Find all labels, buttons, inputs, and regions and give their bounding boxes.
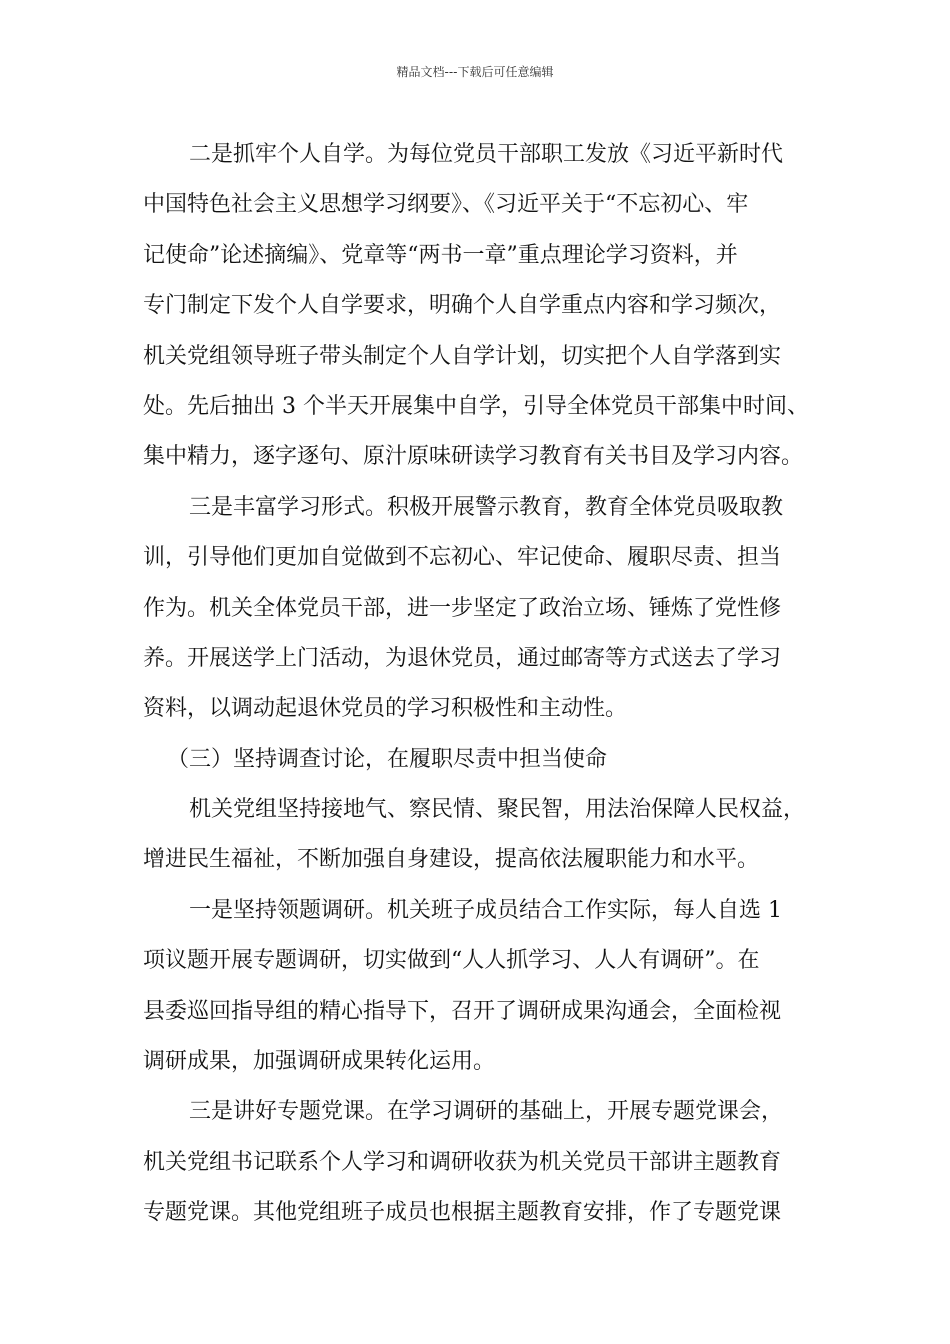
text-line: 训，引导他们更加自觉做到不忘初心、牢记使命、履职尽责、担当 xyxy=(143,545,782,571)
document-body xyxy=(143,130,827,1239)
section-heading: （三）坚持调查讨论，在履职尽责中担当使命 xyxy=(167,746,608,772)
text-line: 机关党组书记联系个人学习和调研收获为机关党员干部讲主题教育 xyxy=(143,1149,782,1175)
text-line: 机关党组领导班子带头制定个人自学计划，切实把个人自学落到实 xyxy=(143,343,782,369)
text-line: 一是坚持领题调研。机关班子成员结合工作实际，每人自选 1 xyxy=(189,897,782,923)
text-line: 处。先后抽出 3 个半天开展集中自学，引导全体党员干部集中时间、 xyxy=(143,393,809,419)
text-line: 资料，以调动起退休党员的学习积极性和主动性。 xyxy=(143,696,628,722)
text-line: 项议题开展专题调研，切实做到“人人抓学习、人人有调研”。在 xyxy=(143,948,760,974)
text-line: 三是丰富学习形式。积极开展警示教育，教育全体党员吸取教 xyxy=(189,494,784,520)
text-line: 记使命”论述摘编》、党章等“两书一章”重点理论学习资料，并 xyxy=(143,242,738,268)
page-header: 精品文档---下载后可任意编辑 xyxy=(396,65,554,79)
text-line: 二是抓牢个人自学。为每位党员干部职工发放《习近平新时代 xyxy=(189,142,784,167)
text-line: 县委巡回指导组的精心指导下，召开了调研成果沟通会，全面检视 xyxy=(143,998,782,1024)
text-line: 中国特色社会主义思想学习纲要》、《习近平关于“不忘初心、牢 xyxy=(143,192,749,218)
text-line: 作为。机关全体党员干部，进一步坚定了政治立场、锤炼了党性修 xyxy=(143,595,782,621)
text-line: 养。开展送学上门活动，为退休党员，通过邮寄等方式送去了学习 xyxy=(143,645,782,671)
text-line: 集中精力，逐字逐句、原汁原味研读学习教育有关书目及学习内容。 xyxy=(143,444,804,470)
text-line: 机关党组坚持接地气、察民情、聚民智，用法治保障人民权益， xyxy=(189,797,806,823)
text-line: 增进民生福祉，不断加强自身建设，提高依法履职能力和水平。 xyxy=(143,847,760,873)
text-line: 调研成果，加强调研成果转化运用。 xyxy=(143,1049,496,1075)
text-line: 专门制定下发个人自学要求，明确个人自学重点内容和学习频次， xyxy=(143,293,782,319)
text-line: 三是讲好专题党课。在学习调研的基础上，开展专题党课会， xyxy=(189,1099,784,1125)
text-line: 专题党课。其他党组班子成员也根据主题教育安排，作了专题党课 xyxy=(143,1200,782,1226)
